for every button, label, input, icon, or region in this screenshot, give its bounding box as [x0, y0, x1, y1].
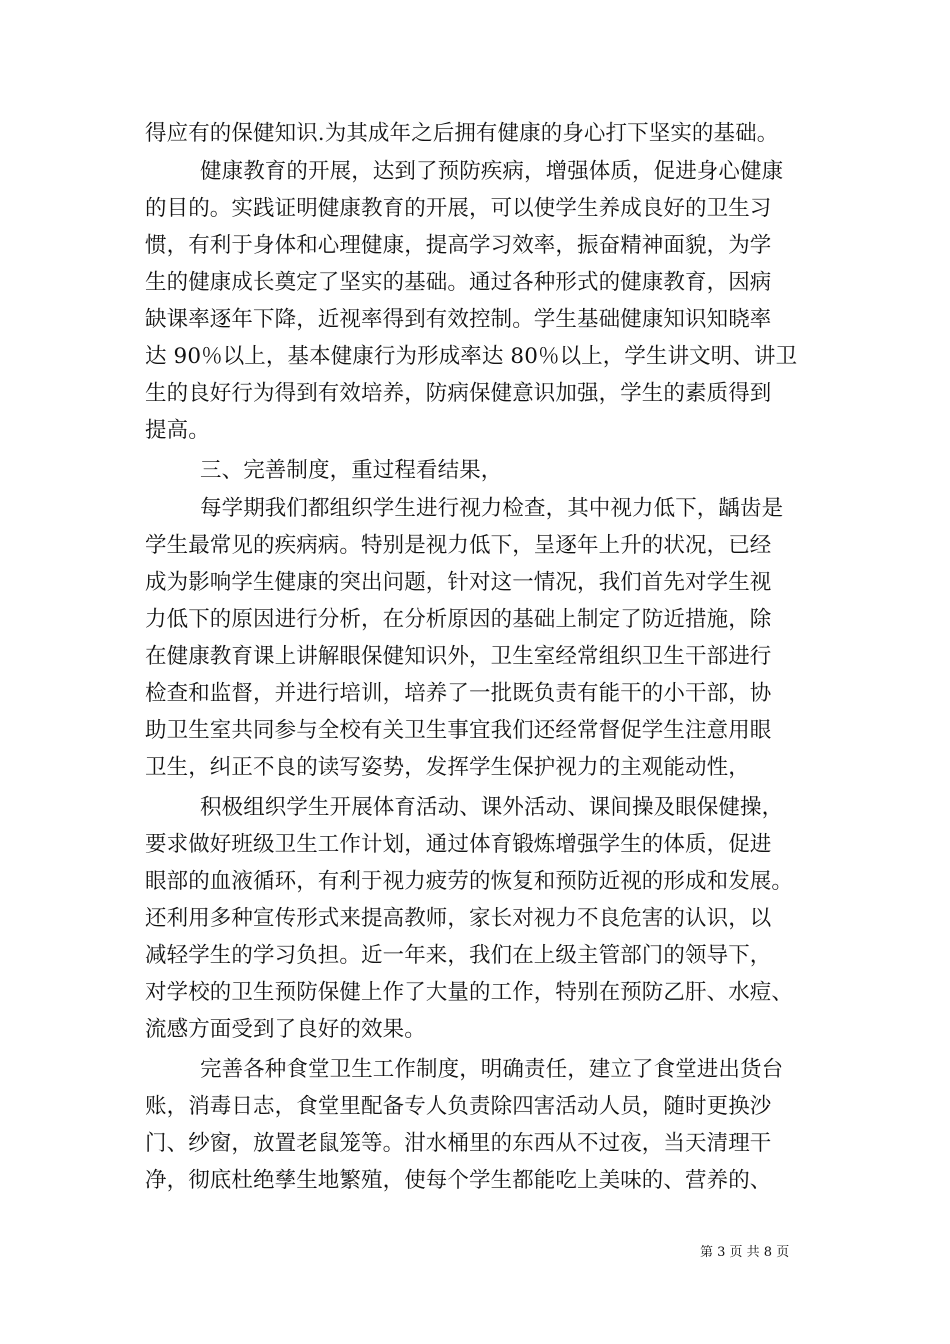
text-line: 减轻学生的学习负担。近一年来，我们在上级主管部门的领导下， [145, 943, 772, 968]
text-line: 学生最常见的疾病病。特别是视力低下，呈逐年上升的状况，已经 [145, 533, 772, 558]
text-line: 得应有的保健知识.为其成年之后拥有健康的身心打下坚实的基础。 [145, 121, 779, 146]
text-line: 眼部的血液循环，有利于视力疲劳的恢复和预防近视的形成和发展。 [145, 869, 794, 894]
text-line: 卫生，纠正不良的读写姿势，发挥学生保护视力的主观能动性， [145, 755, 750, 780]
text-line: 积极组织学生开展体育活动、课外活动、课间操及眼保健操， [200, 795, 784, 820]
text-line: 对学校的卫生预防保健上作了大量的工作，特别在预防乙肝、水痘、 [145, 980, 794, 1005]
text-line: 门、纱窗，放置老鼠笼等。泔水桶里的东西从不过夜，当天清理干 [145, 1131, 772, 1156]
text-line: 提高。 [145, 418, 210, 443]
text-line: 要求做好班级卫生工作计划，通过体育锻炼增强学生的体质，促进 [145, 832, 772, 857]
text-line: 还利用多种宣传形式来提高教师，家长对视力不良危害的认识，以 [145, 906, 772, 931]
text-line: 健康教育的开展，达到了预防疾病，增强体质，促进身心健康 [200, 159, 784, 184]
text-line: 生的良好行为得到有效培养，防病保健意识加强，学生的素质得到 [145, 381, 772, 406]
text-line: 在健康教育课上讲解眼保健知识外，卫生室经常组织卫生干部进行 [145, 644, 772, 669]
text-line: 助卫生室共同参与全校有关卫生事宜我们还经常督促学生注意用眼 [145, 718, 772, 743]
text-line: 生的健康成长奠定了坚实的基础。通过各种形式的健康教育，因病 [145, 270, 772, 295]
text-line: 成为影响学生健康的突出问题，针对这一情况，我们首先对学生视 [145, 570, 772, 595]
text-line: 流感方面受到了良好的效果。 [145, 1017, 426, 1042]
text-line: 账，消毒日志，食堂里配备专人负责除四害活动人员，随时更换沙 [145, 1094, 772, 1119]
section-heading: 三、完善制度，重过程看结果， [200, 458, 503, 483]
text-line: 惯，有利于身体和心理健康，提高学习效率，振奋精神面貌，为学 [145, 233, 772, 258]
text-line: 达 90％以上，基本健康行为形成率达 80％以上，学生讲文明、讲卫 [145, 344, 798, 369]
text-line: 的目的。实践证明健康教育的开展，可以使学生养成良好的卫生习 [145, 196, 772, 221]
page-number: 第 3 页 共 8 页 [700, 1245, 790, 1260]
text-line: 缺课率逐年下降，近视率得到有效控制。学生基础健康知识知晓率 [145, 307, 772, 332]
text-line: 检查和监督，并进行培训，培养了一批既负责有能干的小干部，协 [145, 681, 772, 706]
text-line: 净，彻底杜绝孳生地繁殖，使每个学生都能吃上美味的、营养的、 [145, 1168, 772, 1193]
text-line: 力低下的原因进行分析，在分析原因的基础上制定了防近措施，除 [145, 607, 772, 632]
text-line: 完善各种食堂卫生工作制度，明确责任，建立了食堂进出货台 [200, 1057, 784, 1082]
text-line: 每学期我们都组织学生进行视力检查，其中视力低下，龋齿是 [200, 496, 784, 521]
